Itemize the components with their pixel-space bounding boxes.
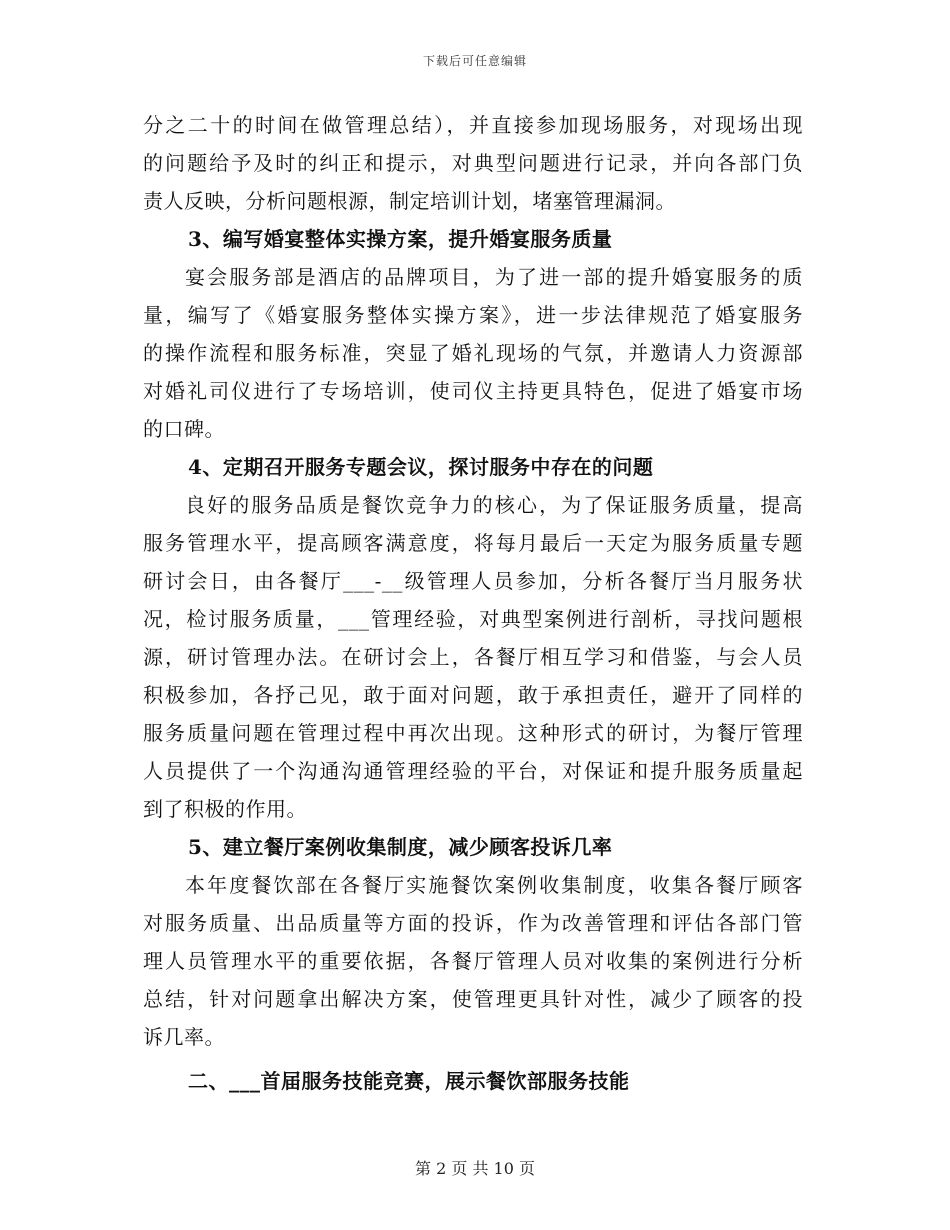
section-heading-4: 4、定期召开服务专题会议，探讨服务中存在的问题 xyxy=(188,455,654,479)
paragraph-line: 良好的服务品质是餐饮竞争力的核心，为了保证服务质量，提高 xyxy=(185,493,803,517)
paragraph-line: 研讨会日，由各餐厅___-__级管理人员参加，分析各餐厅当月服务状 xyxy=(143,569,803,593)
paragraph-line: 服务管理水平，提高顾客满意度，将每月最后一天定为服务质量专题 xyxy=(143,531,803,555)
paragraph-line: 服务质量问题在管理过程中再次出现。这种形式的研讨，为餐厅管理 xyxy=(143,721,803,745)
paragraph-line: 理人员管理水平的重要依据，各餐厅管理人员对收集的案例进行分析 xyxy=(143,949,803,973)
paragraph-line: 诉几率。 xyxy=(143,1025,225,1049)
paragraph-case-collection xyxy=(143,866,803,1056)
paragraph-line: 况，检讨服务质量，___管理经验，对典型案例进行剖析，寻找问题根 xyxy=(143,607,803,631)
section-heading-major: 二、___首届服务技能竞赛，展示餐饮部服务技能 xyxy=(188,1069,630,1093)
section-heading-5: 5、建立餐厅案例收集制度，减少顾客投诉几率 xyxy=(188,835,613,859)
paragraph-line: 到了积极的作用。 xyxy=(143,797,307,821)
paragraph-continued xyxy=(143,106,803,220)
paragraph-line: 积极参加，各抒己见，敢于面对问题，敢于承担责任，避开了同样的 xyxy=(143,683,803,707)
paragraph-line: 的操作流程和服务标准，突显了婚礼现场的气氛，并邀请人力资源部 xyxy=(143,341,803,365)
page-header-note: 下载后可任意编辑 xyxy=(422,54,527,68)
section-heading-3: 3、编写婚宴整体实操方案，提升婚宴服务质量 xyxy=(188,227,613,251)
paragraph-line: 源，研讨管理办法。在研讨会上，各餐厅相互学习和借鉴，与会人员 xyxy=(143,645,803,669)
paragraph-line: 宴会服务部是酒店的品牌项目，为了进一部的提升婚宴服务的质 xyxy=(185,265,803,289)
page-number: 第 2 页 共 10 页 xyxy=(415,1159,535,1178)
paragraph-line: 对服务质量、出品质量等方面的投诉，作为改善管理和评估各部门管 xyxy=(143,911,803,935)
paragraph-line: 本年度餐饮部在各餐厅实施餐饮案例收集制度，收集各餐厅顾客 xyxy=(185,873,803,897)
paragraph-line: 对婚礼司仪进行了专场培训，使司仪主持更具特色，促进了婚宴市场 xyxy=(143,379,803,403)
paragraph-wedding-plan xyxy=(143,258,803,448)
paragraph-line: 分之二十的时间在做管理总结），并直接参加现场服务，对现场出现 xyxy=(143,113,803,137)
document-body xyxy=(143,106,803,1100)
paragraph-service-meetings xyxy=(143,486,803,828)
paragraph-line: 量，编写了《婚宴服务整体实操方案》，进一步法律规范了婚宴服务 xyxy=(143,303,803,327)
paragraph-line: 的问题给予及时的纠正和提示，对典型问题进行记录，并向各部门负 xyxy=(143,151,803,175)
paragraph-line: 总结，针对问题拿出解决方案，使管理更具针对性，减少了顾客的投 xyxy=(143,987,803,1011)
paragraph-line: 的口碑。 xyxy=(143,417,225,441)
paragraph-line: 人员提供了一个沟通沟通管理经验的平台，对保证和提升服务质量起 xyxy=(143,759,803,783)
paragraph-line: 责人反映，分析问题根源，制定培训计划，堵塞管理漏洞。 xyxy=(143,189,676,213)
